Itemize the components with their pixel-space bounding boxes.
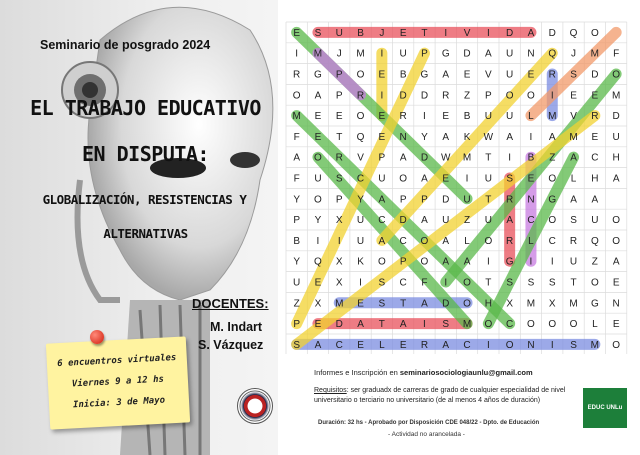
grid-letter[interactable]: O [612,215,621,227]
grid-letter[interactable]: E [314,131,322,143]
grid-letter[interactable]: J [336,48,342,60]
grid-letter[interactable]: E [399,27,407,39]
grid-letter[interactable]: E [293,27,300,39]
grid-letter[interactable]: Q [569,27,578,39]
grid-letter[interactable]: G [590,298,599,310]
grid-letter[interactable]: F [613,48,620,60]
grid-letter[interactable]: Y [293,194,300,206]
grid-letter[interactable]: D [420,152,429,164]
grid-letter[interactable]: D [591,69,599,81]
grid-letter[interactable]: E [527,173,535,185]
grid-letter[interactable]: X [314,298,322,310]
grid-letter[interactable]: I [380,90,384,102]
grid-letter[interactable]: U [569,256,578,268]
grid-letter[interactable]: Q [314,256,322,268]
grid-letter[interactable]: P [399,194,407,206]
grid-letter[interactable]: O [484,319,493,331]
grid-letter[interactable]: M [313,48,323,60]
grid-letter[interactable]: C [399,235,407,247]
grid-letter[interactable]: A [463,256,471,268]
grid-letter[interactable]: O [377,256,386,268]
grid-letter[interactable]: I [380,48,384,60]
seminar-heading: Seminario de posgrado 2024 [40,38,211,52]
grid-letter[interactable]: A [378,194,386,206]
grid-letter[interactable]: X [335,277,343,289]
grid-letter[interactable]: E [314,319,322,331]
grid-letter[interactable]: O [292,90,301,102]
grid-letter[interactable]: R [399,111,407,123]
grid-letter[interactable]: A [612,256,620,268]
grid-letter[interactable]: U [335,27,343,39]
grid-letter[interactable]: U [356,215,365,227]
grid-letter[interactable]: D [506,27,514,39]
grid-letter[interactable]: A [570,152,577,164]
grid-letter[interactable]: D [399,90,407,102]
grid-letter[interactable]: F [293,131,300,143]
grid-letter[interactable]: O [463,277,471,289]
grid-letter[interactable]: N [527,194,535,206]
grid-letter[interactable]: U [463,194,471,206]
grid-letter[interactable]: A [378,235,386,247]
grid-letter[interactable]: B [463,111,471,123]
grid-letter[interactable]: V [357,152,364,164]
grid-letter[interactable]: V [485,69,492,81]
grid-letter[interactable]: M [569,131,578,143]
grid-letter[interactable]: P [335,90,343,102]
grid-letter[interactable]: S [570,69,577,81]
grid-letter[interactable]: G [505,256,514,268]
grid-letter[interactable]: I [550,256,554,268]
title-line-2: EN DISPUTA: [82,142,209,166]
grid-letter[interactable]: O [356,111,365,123]
grid-letter[interactable]: E [612,277,620,289]
grid-letter[interactable]: X [335,215,343,227]
grid-letter[interactable]: A [442,69,450,81]
note-line: 6 encuentros virtuales [57,352,177,370]
grid-letter[interactable]: N [399,131,407,143]
grid-letter[interactable]: A [314,339,322,351]
grid-letter[interactable]: S [442,319,450,331]
info-line [314,368,533,377]
grid-letter[interactable]: O [590,27,599,39]
grid-letter[interactable]: L [379,339,385,351]
grid-letter[interactable]: C [399,277,407,289]
grid-letter[interactable]: U [506,69,514,81]
grid-letter[interactable]: G [548,194,557,206]
grid-letter[interactable]: R [548,69,556,81]
grid-letter[interactable]: R [569,235,578,247]
grid-letter[interactable]: G [441,48,450,60]
grid-letter[interactable]: O [527,90,535,102]
grid-letter[interactable]: A [421,215,428,227]
grid-letter[interactable]: O [420,235,429,247]
grid-letter[interactable]: M [462,152,472,164]
grid-letter[interactable]: C [463,339,471,351]
grid-letter[interactable]: X [506,298,513,310]
grid-letter[interactable]: D [335,319,343,331]
grid-letter[interactable]: Q [356,131,365,143]
grid-letter[interactable]: I [550,339,554,351]
grid-letter[interactable]: A [293,152,300,164]
grid-letter[interactable]: E [591,131,599,143]
grid-letter[interactable]: Y [357,194,364,206]
grid-letter[interactable]: V [570,111,577,123]
grid-letter[interactable]: A [527,27,535,39]
grid-letter[interactable]: C [548,235,556,247]
grid-letter[interactable]: I [550,90,554,102]
grid-letter[interactable]: A [506,215,513,227]
grid-letter[interactable]: N [612,298,620,310]
grid-letter[interactable]: E [314,111,322,123]
grid-letter[interactable]: T [485,277,492,289]
grid-letter[interactable]: P [421,48,428,60]
grid-letter[interactable]: P [335,69,343,81]
grid-letter[interactable]: M [462,319,472,331]
grid-letter[interactable]: A [442,339,450,351]
grid-letter[interactable]: I [529,131,533,143]
grid-letter[interactable]: C [591,152,599,164]
grid-letter[interactable]: E [378,131,386,143]
grid-letter[interactable]: O [463,298,471,310]
grid-letter[interactable]: O [548,215,557,227]
grid-letter[interactable]: A [442,256,450,268]
grid-letter[interactable]: E [378,69,386,81]
grid-letter[interactable]: O [548,319,557,331]
grid-letter[interactable]: D [399,215,407,227]
grid-letter[interactable]: O [314,194,322,206]
push-pin-icon [90,330,104,344]
grid-letter[interactable]: K [357,256,364,268]
grid-letter[interactable]: E [612,319,620,331]
grid-letter[interactable]: W [483,131,494,143]
grid-letter[interactable]: Q [548,48,557,60]
grid-letter[interactable]: O [612,235,621,247]
grid-letter[interactable]: H [484,298,492,310]
grid-letter[interactable]: D [420,90,429,102]
university-seal-logo [237,388,273,424]
grid-letter[interactable]: A [314,90,322,102]
title-line-1: EL TRABAJO EDUCATIVO [30,96,261,120]
grid-letter[interactable]: T [336,131,343,143]
subtitle-line-2: ALTERNATIVAS [103,226,188,241]
grid-letter[interactable]: J [571,48,577,60]
grid-letter[interactable]: U [356,235,365,247]
grid-letter[interactable]: Y [314,215,322,227]
grid-letter[interactable]: U [591,215,599,227]
grid-letter[interactable]: D [442,298,450,310]
grid-letter[interactable]: T [485,152,492,164]
grid-letter[interactable]: N [527,48,535,60]
grid-letter[interactable]: E [570,90,577,102]
grid-letter[interactable]: A [591,194,599,206]
requirements-text: : ser graduadx de carreras de grado de cualquier especialidad de nivel universitario o terciario no universitario (de al menos 4 años de duración) [314,387,566,404]
grid-letter[interactable]: O [356,69,365,81]
grid-letter[interactable]: A [506,131,513,143]
grid-letter[interactable]: Z [591,256,598,268]
grid-letter[interactable]: O [505,90,514,102]
grid-letter[interactable]: Z [549,152,556,164]
grid-letter[interactable]: S [335,173,343,185]
grid-letter[interactable]: O [314,152,322,164]
grid-letter[interactable]: P [293,319,300,331]
grid-letter[interactable]: E [399,339,407,351]
grid-letter[interactable]: U [506,111,514,123]
grid-letter[interactable]: R [506,235,514,247]
grid-letter[interactable]: S [506,277,513,289]
grid-letter[interactable]: A [399,319,407,331]
grid-letter[interactable]: C [527,215,535,227]
grid-letter[interactable]: S [293,339,300,351]
course-details: Duración: 32 hs - Aprobado por Disposición CDE 048/22 - Dpto. de Educación [318,420,540,426]
grid-letter[interactable]: U [314,173,322,185]
fee-note: - Actividad no arancelada - [388,431,465,438]
grid-letter[interactable]: O [527,319,535,331]
grid-letter[interactable]: O [612,339,621,351]
grid-letter[interactable]: P [399,256,407,268]
grid-letter[interactable]: A [612,173,620,185]
grid-letter[interactable]: M [335,298,344,310]
grid-letter[interactable]: I [486,339,490,351]
grid-letter[interactable]: O [569,319,578,331]
grid-letter[interactable]: E [442,173,450,185]
grid-letter[interactable]: U [506,48,514,60]
requirements [314,386,579,406]
grid-letter[interactable]: O [505,339,514,351]
grid-letter[interactable]: U [378,173,386,185]
grid-letter[interactable]: A [421,173,428,185]
grid-letter[interactable]: T [378,319,385,331]
sticky-note [46,336,190,429]
grid-letter[interactable]: T [485,194,492,206]
grid-letter[interactable]: O [548,173,557,185]
grid-letter[interactable]: D [612,111,620,123]
grid-letter[interactable]: I [508,152,512,164]
grid-letter[interactable]: C [506,319,514,331]
grid-letter[interactable]: P [293,215,300,227]
grid-letter[interactable]: M [611,90,621,102]
grid-letter[interactable]: E [314,277,322,289]
grid-letter[interactable]: M [548,111,557,123]
grid-letter[interactable]: I [359,277,362,289]
grid-letter[interactable]: I [486,27,490,39]
grid-letter[interactable]: B [357,27,364,39]
grid-letter[interactable]: R [420,339,429,351]
subtitle-line-1: GLOBALIZACIÓN, RESISTENCIAS Y [42,192,247,207]
grid-letter[interactable]: P [421,194,428,206]
grid-letter[interactable]: M [569,298,578,310]
grid-letter[interactable]: L [464,235,470,247]
grid-letter[interactable]: U [484,173,492,185]
docentes-heading: DOCENTES: [192,296,269,311]
grid-letter[interactable]: S [527,277,535,289]
grid-letter[interactable]: A [357,319,364,331]
grid-letter[interactable]: C [335,339,343,351]
grid-letter[interactable]: S [314,27,322,39]
grid-letter[interactable]: S [570,215,577,227]
grid-letter[interactable]: H [591,173,599,185]
grid-letter[interactable]: S [506,173,513,185]
grid-letter[interactable]: B [293,235,300,247]
grid-letter[interactable]: D [463,48,471,60]
grid-letter[interactable]: P [335,194,343,206]
grid-letter[interactable]: J [379,27,385,39]
grid-letter[interactable]: Z [463,215,471,227]
word-search-grid [278,14,640,354]
grid-letter[interactable]: E [591,90,599,102]
grid-letter[interactable]: A [570,194,577,206]
grid-letter[interactable]: T [421,27,428,39]
educ-unlu-logo: EDUC UNLu [583,388,627,428]
grid-letter[interactable]: I [529,256,533,268]
grid-letter[interactable]: L [528,111,534,123]
grid-letter[interactable]: V [463,27,471,39]
note-line: Viernes 9 a 12 hs [71,374,165,390]
grid-letter[interactable]: O [590,277,599,289]
grid-letter[interactable]: I [465,173,469,185]
grid-letter[interactable]: D [442,194,450,206]
grid-letter[interactable]: W [441,152,451,164]
grid-letter[interactable]: U [612,131,620,143]
grid-letter[interactable]: R [591,111,599,123]
grid-letter[interactable]: K [463,131,471,143]
grid-letter[interactable]: I [423,319,426,331]
docente-name: S. Vázquez [198,338,264,352]
grid-letter[interactable]: T [400,298,407,310]
grid-letter[interactable]: P [485,90,492,102]
grid-letter[interactable]: E [463,69,471,81]
grid-letter[interactable]: I [423,111,426,123]
grid-letter[interactable]: U [484,215,492,227]
grid-letter[interactable]: I [444,27,448,39]
grid-letter[interactable]: C [356,173,365,185]
grid-letter[interactable]: U [399,48,407,60]
grid-letter[interactable]: I [337,235,341,247]
grid-letter[interactable]: O [399,173,408,185]
grid-letter[interactable]: B [399,69,407,81]
grid-letter[interactable]: X [548,298,556,310]
grid-letter[interactable]: A [485,48,492,60]
grid-letter[interactable]: P [378,152,386,164]
grid-letter[interactable]: A [399,152,407,164]
grid-letter[interactable]: D [548,27,556,39]
grid-letter[interactable]: U [484,111,492,123]
grid-letter[interactable]: U [293,277,301,289]
grid-letter[interactable]: F [293,173,300,185]
grid-letter[interactable]: E [335,111,343,123]
grid-letter[interactable]: Q [590,235,599,247]
grid-letter[interactable]: F [421,277,428,289]
grid-letter[interactable]: A [442,235,450,247]
grid-letter[interactable]: O [484,235,493,247]
grid-letter[interactable]: L [570,173,577,185]
grid-letter[interactable]: E [527,69,535,81]
grid-letter[interactable]: G [314,69,322,81]
note-line: Inicia: 3 de Mayo [72,395,166,411]
grid-letter[interactable]: Y [421,131,428,143]
grid-letter[interactable]: E [357,298,364,310]
grid-letter[interactable]: M [356,48,365,60]
grid-letter[interactable]: S [548,277,556,289]
grid-letter[interactable]: S [570,339,577,351]
requirements-label: Requisitos [314,387,347,394]
grid-letter[interactable]: O [612,69,621,81]
docente-name: M. Indart [210,320,263,334]
grid-letter[interactable]: R [506,194,514,206]
grid-letter[interactable]: R [356,90,365,102]
contact-email[interactable]: seminariosociologiaunlu@gmail.com [399,368,533,377]
grid-letter[interactable]: I [444,277,448,289]
grid-letter[interactable]: G [420,69,429,81]
grid-letter[interactable]: M [590,339,600,351]
grid-letter[interactable]: I [486,256,490,268]
grid-letter[interactable]: R [293,69,301,81]
grid-letter[interactable]: I [295,48,299,60]
grid-letter[interactable]: E [378,111,386,123]
info-prefix: Informes e Inscripción en [314,368,398,377]
grid-letter[interactable]: M [292,111,301,123]
grid-letter[interactable]: H [612,152,620,164]
grid-letter[interactable]: Z [293,298,300,310]
grid-letter[interactable]: T [570,277,577,289]
grid-letter[interactable]: M [590,48,600,60]
grid-letter[interactable]: A [548,131,556,143]
grid-letter[interactable]: L [528,235,534,247]
grid-letter[interactable]: I [316,235,320,247]
grid-letter[interactable]: Y [293,256,300,268]
grid-letter[interactable]: A [421,298,428,310]
grid-letter[interactable]: S [378,277,386,289]
grid-letter[interactable]: R [335,152,343,164]
grid-letter[interactable]: E [357,339,364,351]
grid-letter[interactable]: R [442,90,450,102]
grid-letter[interactable]: B [527,152,535,164]
grid-letter[interactable]: Z [463,90,471,102]
grid-letter[interactable]: U [442,215,450,227]
grid-letter[interactable]: C [378,215,386,227]
grid-letter[interactable]: S [378,298,386,310]
grid-letter[interactable]: N [527,339,535,351]
grid-letter[interactable]: E [442,111,450,123]
grid-letter[interactable]: O [420,256,429,268]
grid-letter[interactable]: M [526,298,536,310]
grid-letter[interactable]: A [442,131,450,143]
grid-letter[interactable]: X [335,256,343,268]
grid-letter[interactable]: L [592,319,598,331]
